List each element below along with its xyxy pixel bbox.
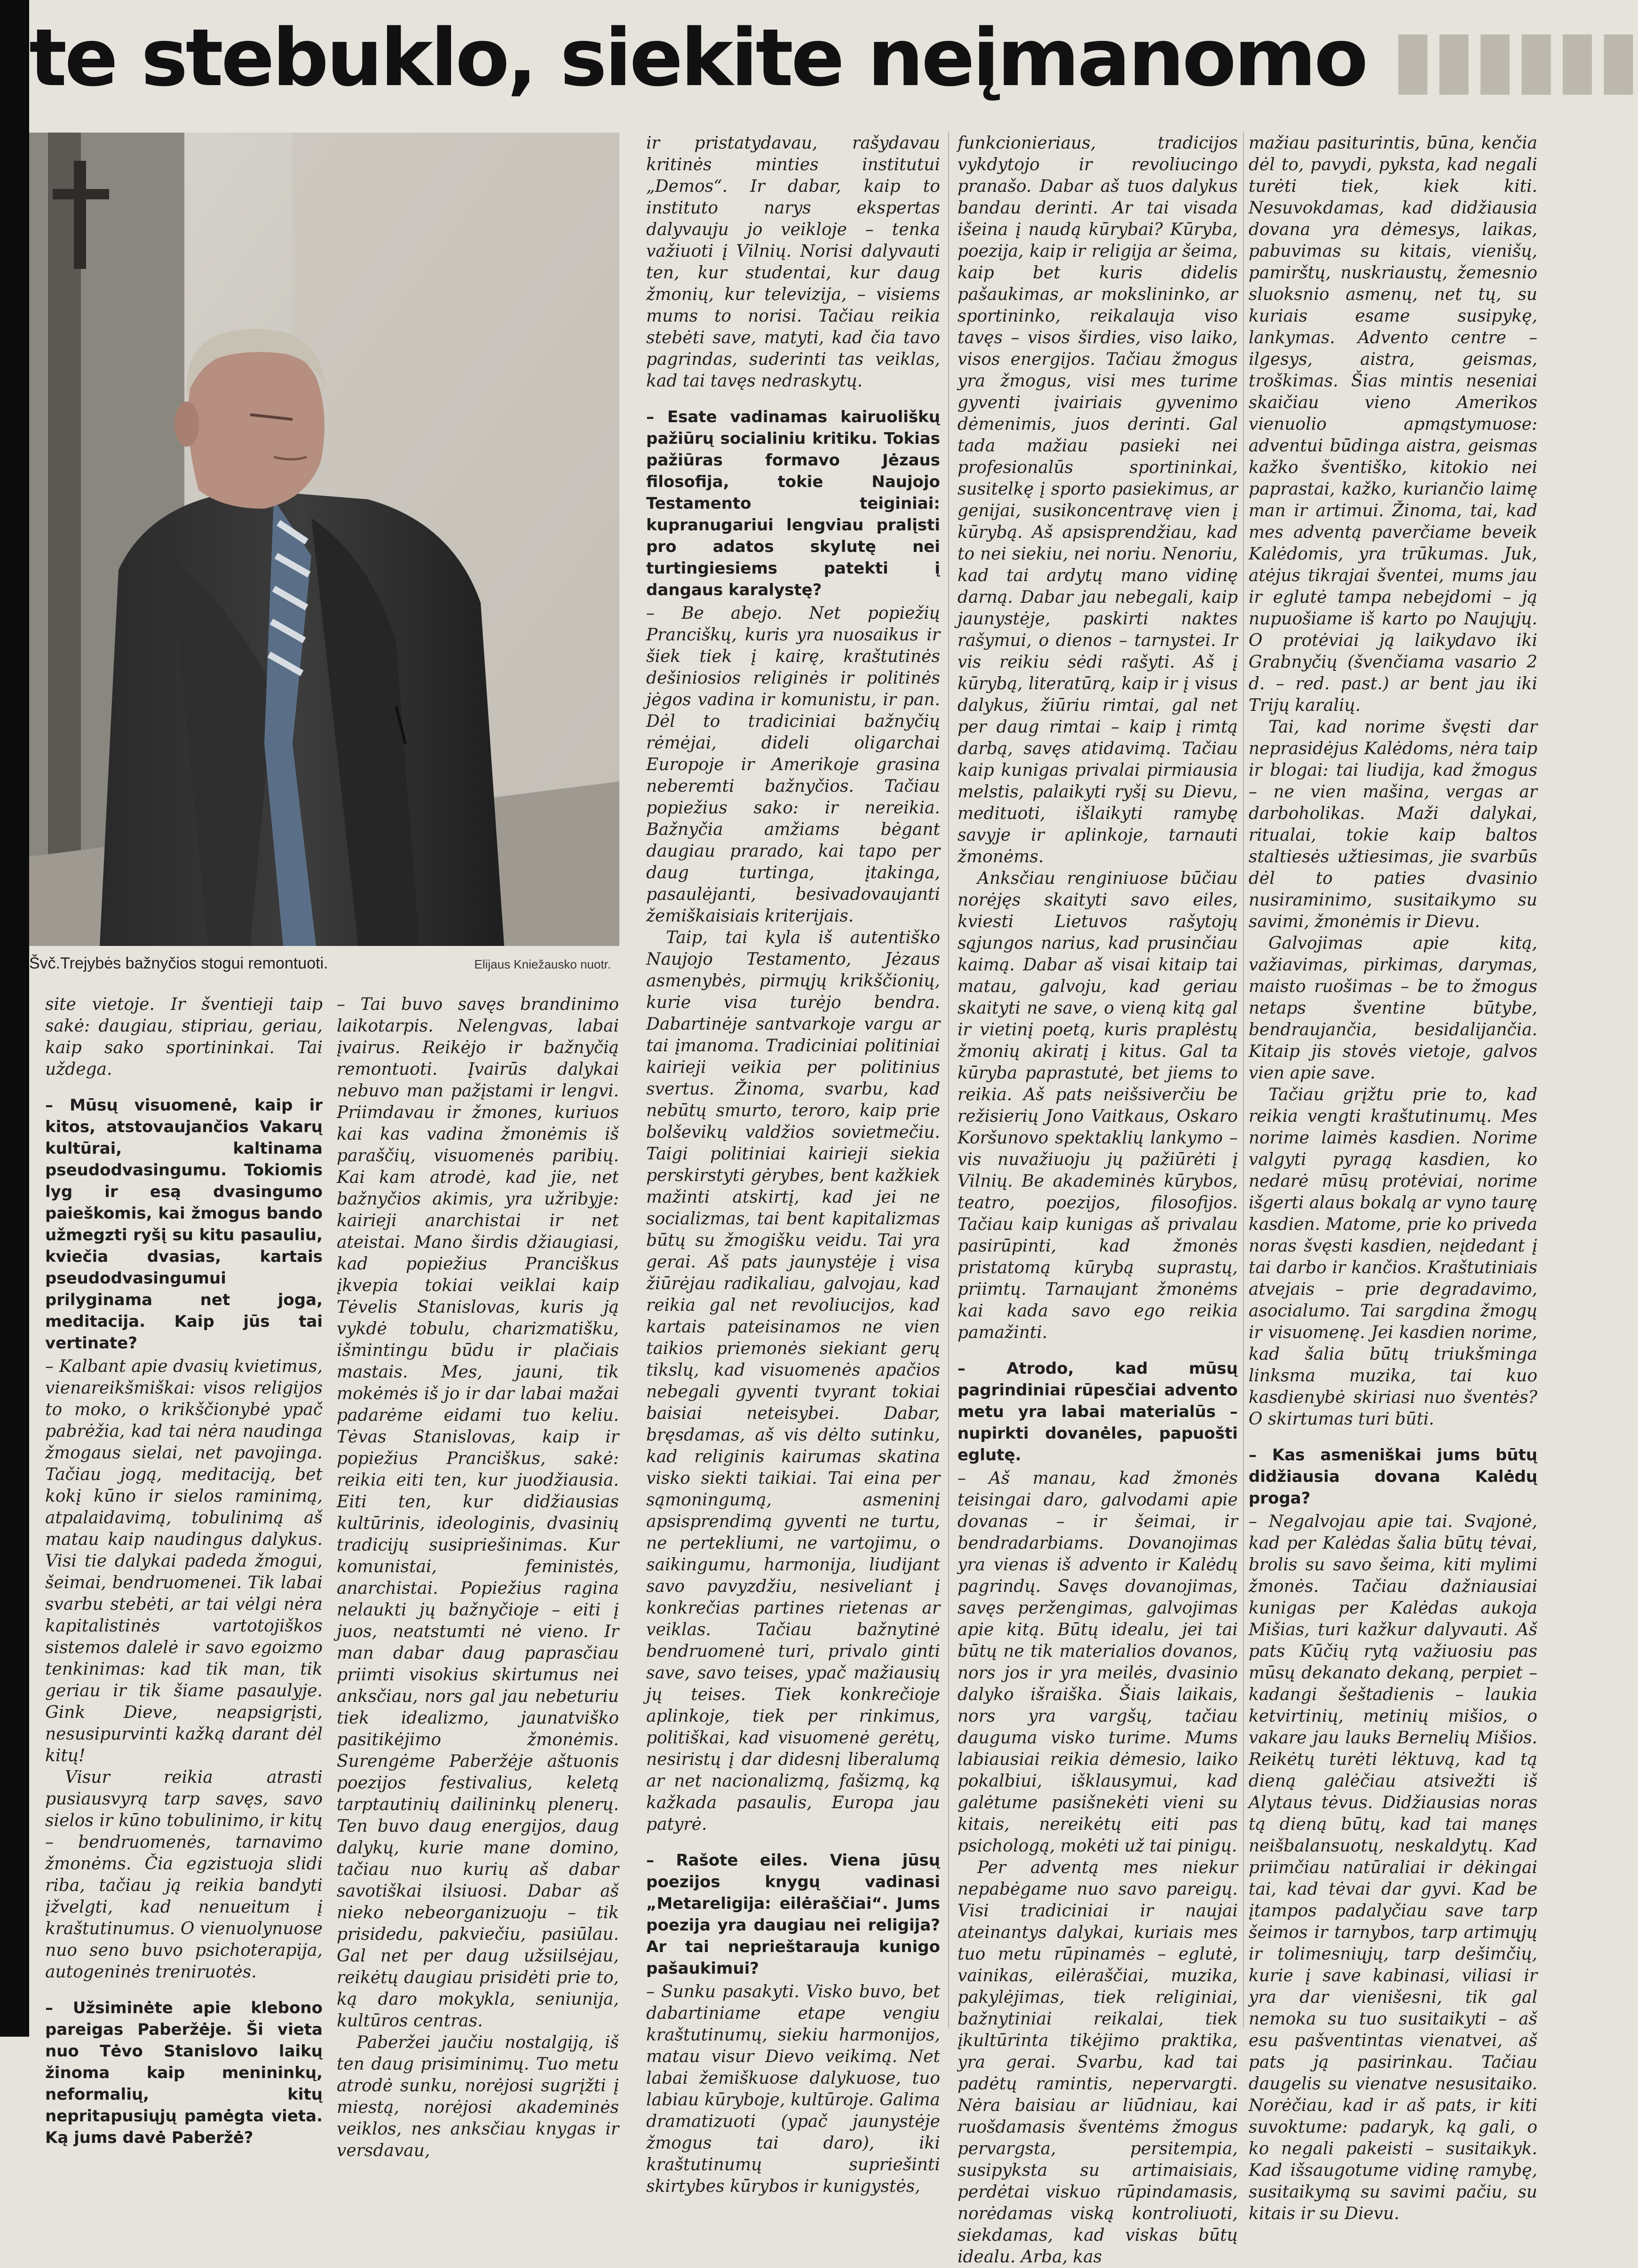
- paragraph: Paberžei jaučiu nostalgiją, iš ten daug prisiminimų. Tuo metu atrodė sunku, norėjosi sugrįžti į miestą, norėjosi akademinės veiklos, nes anksčiau knygas ir versdavau,: [337, 2033, 619, 2160]
- interview-question: – Kas asmeniškai jums būtų didžiausia dovana Kalėdų proga?: [1249, 1446, 1537, 1508]
- interview-question: – Esate vadinamas kairuoliškų pažiūrų socialiniu kritiku. Tokias pažiūras formavo Jėzaus filosofija, tokie Naujojo Testamento teiginiai: kupranugariui lengviau pralįsti pro adatos skylutę nei turtingiesiems patekti į dangaus karalystę?: [646, 408, 940, 599]
- headline: [29, 5, 1638, 118]
- paragraph: funkcionieriaus, tradicijos vykdytojo ir revoliucingo pranašo. Dabar aš tuos dalykus bandau derinti. Ar tai visada išeina į naudą kūrybai? Kūryba, poezija, kaip ir religija ar šeima, kaip bet kuris didelis pašaukimas, ar mokslininko, ar sportininko, reikalauja viso tavęs – visos širdies, viso laiko, visos energijos. Tačiau žmogus yra žmogus, visi mes turime gyventi įvairiais gyvenimo dėmenimis, juos derinti. Gal tada mažiau pasieki nei profesionalūs sportininkai, susitelkę į sporto pasiekimus, ar genijai, susikoncentravę vien į kūrybą. Aš apsisprendžiau, kad to nei siekiu, nei noriu. Nenoriu, kad tai ardytų mano vidinę darną. Dabar jau nebegali, kaip jaunystėje, paskirti naktes rašymui, o dienos – tarnystei. Ir vis reikiu sėdi rašyti. Aš į kūrybą, literatūrą, kaip ir į visus dalykus, žiūriu rimtai, gal net per daug rimtai – kaip į rimtą darbą, savęs atidavimą. Tačiau kaip kunigas privalai pirmiausia melstis, palaikyti ryšį su Dievu, medituoti, išlaikyti ramybę savyje ir aplinkoje, tarnauti žmonėms.: [957, 134, 1238, 866]
- paragraph: – Negalvojau apie tai. Svajonė, kad per Kalėdas šalia būtų tėvai, brolis su savo šeima, kiti mylimi žmonės. Tačiau dažniausiai kunigas per Kalėdas aukoja Mišias, turi kažkur dalyvauti. Aš pats Kūčių rytą važiuosiu pas mūsų dekanato dekaną, perpiet – kadangi šeštadienis – laukia ketvirtinių, metinių mišios, o vakare jau lauks Bernelių Mišios. Reikėtų turėti lėktuvą, kad tą dieną galėčiau atsivežti iš Alytaus tėvus. Didžiausias noras tą dieną būtų, kad tai manęs neišbalansuotų, neskaldytų. Kad priimčiau natūraliai ir dėkingai tai, kad tėvai dar gyvi. Kad be įtampos padalyčiau save tarp šeimos ir tarnybos, tarp artimųjų ir tolimesniųjų, tarp dešimčių, kurie į save kabinasi, viliasi ir yra dar vienišesni, tik gal nemoka su tuo susitaikyti – aš esu pašventintas vienatvei, aš pats ją pasirinkau. Tačiau daugelis su vienatve nesusitaiko. Norėčiau, kad ir aš pats, ir kiti suvoktume: padaryk, ką gali, o ko negali pakeisti – susitaikyk. Kad išsaugotume vidinę ramybę, susitaikymą su savimi pačiu, su kitais ir su Dievu.: [1249, 1512, 1537, 2223]
- paragraph: – Aš manau, kad žmonės teisingai daro, galvodami apie dovanas – ir šeimai, ir bendradarbiams. Dovanojimas yra vienas iš advento ir Kalėdų pagrindų. Savęs dovanojimas, savęs peržengimas, galvojimas apie kitą. Būtų idealu, jei tai būtų ne tik materialios dovanos, nors jos ir yra meilės, dvasinio dalyko išraiška. Šiais laikais, nors yra vargšų, tačiau dauguma visko turime. Mums labiausiai reikia dėmesio, laiko pokalbiui, išklausymui, kad galėtume pasišnekėti vieni su kitais, nereikėtų eiti pas psichologą, mokėti už tai pinigų.: [957, 1469, 1238, 1856]
- paragraph: Galvojimas apie kitą, važiavimas, pirkimas, darymas, maisto ruošimas – be to žmogus netaps šventine būtybe, bendraujančia, besidalijančia. Kitaip jis stovės vietoje, galvos vien apie save.: [1249, 934, 1537, 1083]
- interview-question: – Atrodo, kad mūsų pagrindiniai rūpesčiai advento metu yra labai materialūs – nupirkti dovanėles, papuošti eglutę.: [957, 1359, 1238, 1465]
- caption-text: Švč.Trejybės bažnyčios stogui remontuoti.: [29, 954, 328, 972]
- paragraph: – Sunku pasakyti. Visko buvo, bet dabartiniame etape vengiu kraštutinumų, siekiu harmonijos, matau visur Dievo veikimą. Net labai žemiškuose dalykuose, tuo labiau kūryboje, kultūroje. Galima dramatizuoti (ypač jaunystėje žmogus tai daro), iki kraštutinumų supriešinti skirtybes kūrybos ir kunigystės,: [646, 1982, 940, 2196]
- interview-question: – Mūsų visuomenė, kaip ir kitos, atstovaujančios Vakarų kultūrai, kaltinama pseudodvasingumu. Tokiomis lyg ir esą dvasingumo paieškomis, kai žmogus bando užmegzti ryšį su kitu pasauliu, kviečia dvasias, kartais pseudodvasingumui prilyginama net joga, meditacija. Kaip jūs tai vertinate?: [45, 1096, 323, 1353]
- photo-credit: Elijaus Kniežausko nuotr.: [474, 957, 611, 971]
- paragraph: – Kalbant apie dvasių kvietimus, vienareikšmiškai: visos religijos to moko, o krikščionybė ypač pabrėžia, kad tai nėra naudinga žmogaus sielai, net pavojinga. Tačiau jogą, meditaciją, bet kokį kūno ir sielos raminimą, atpalaidavimą, tobulinimą aš matau kaip naudingus dalykus. Visi tie dalykai padeda žmogui, šeimai, bendruomenei. Tik labai svarbu stebėti, ar tai vėlgi nėra kapitalistinės vartotojiškos sistemos dalelė ir savo egoizmo tenkinimas: kad tik man, tik geriau ir tik šiame pasaulyje. Gink Dieve, neapsigrįsti, nesusipurvinti kažką darant dėl kitų!: [45, 1357, 323, 1765]
- column-4: [957, 133, 1238, 2267]
- column-3: [646, 133, 940, 2196]
- column-1: [45, 994, 323, 2147]
- paragraph: site vietoje. Ir šventieji taip sakė: daugiau, stipriau, geriau, kaip sako sportininkai. Tai uždega.: [45, 995, 323, 1079]
- paragraph: Visur reikia atrasti pusiausvyrą tarp savęs, savo sielos ir kūno tobulinimo, ir kitų – bendruomenės, tarnavimo žmonėms. Čia egzistuoja slidi riba, tačiau ją reikia bandyti įžvelgti, kad nenueitum į kraštutinumus. O vienuolynuose nuo seno buvo psichoterapija, autogeninės treniruotės.: [45, 1768, 323, 1982]
- headline-text: te stebuklo, siekite neįmanomo: [29, 12, 1366, 104]
- column-2: [337, 994, 619, 2160]
- paragraph: mažiau pasiturintis, būna, kenčia dėl to, pavydi, pyksta, kad negali turėti tiek, kiek kiti. Nesuvokdamas, kad didžiausia dovana yra dėmesys, laikas, pabuvimas su kitais, vienišų, pamirštų, nuskriaustų, žemesnio sluoksnio asmenų, net tų, su kuriais esame susipykę, lankymas. Advento centre – ilgesys, aistra, geismas, troškimas. Šias mintis neseniai skaičiau vieno Amerikos vienuolio apmąstymuose: adventui būdinga aistra, geismas kažko šventiško, kitokio nei paprastai, kažko, kuriančio laimę man ir artimui. Žinoma, tai, kad mes adventą paverčiame beveik Kalėdomis, yra trūkumas. Juk, atėjus tikrajai šventei, mums jau ir eglutė tampa nebejdomi – ją nupuošiame iš karto po Naujųjų. O protėviai ją laikydavo iki Grabnyčių (švenčiama vasario 2 d. – red. past.) ar bent jau iki Trijų karalių.: [1249, 134, 1537, 715]
- paragraph: – Tai buvo savęs brandinimo laikotarpis. Nelengvas, labai įvairus. Reikėjo ir bažnyčią remontuoti. Įvairūs dalykai nebuvo man pažįstami ir lengvi. Priimdavau ir žmones, kuriuos kai kas vadina žmonėmis iš paraščių, visuomenės paribių. Kai kam atrodė, kad jie, net bažnyčios akimis, yra užribyje: kairieji anarchistai ir net ateistai. Mano širdis džiaugiasi, kad popiežius Pranciškus įkvepia tokiai veiklai kaip Tėvelis Stanislovas, kuris ją vykdė tobulu, charizmatišku, išmintingu būdu ir plačiais mastais. Mes, jauni, tik mokėmės iš jo ir dar labai mažai padarėme eidami tuo keliu. Tėvas Stanislovas, kaip ir popiežius Pranciškus, sakė: reikia eiti ten, kur juodžiausia. Eiti ten, kur didžiausias kultūrinis, ideologinis, dvasinių tradicijų susipriešinimas. Kur komunistai, feministės, anarchistai. Popiežius ragina nelaukti jų bažnyčioje – eiti į juos, neatstumti nė vieno. Ir man dabar daug paprasčiau priimti visokius skirtumus nei anksčiau, nors gal jau nebeturiu tiek idealizmo, jaunatviško pasitikėjimo žmonėmis. Surengėme Paberžėje aštuonis poezijos festivalius, keletą tarptautinių dailininkų plenerų. Ten buvo daug energijos, daug dalykų, kurie mane domino, tačiau nuo kurių aš dabar savotiškai ilsiuosi. Dabar aš niekо nebeorganizuoju – tik prisidedu, pakviečiu, pasiūlau. Gal net per daug užsiilsėjau, reikėtų daugiau prisidėti prie to, ką daro mokykla, seniunija, kultūros centras.: [337, 995, 619, 2031]
- paragraph: Per adventą mes niekur nepabėgame nuo savo pareigų. Visi tradiciniai ir naujai ateinantys dalykai, kuriais mes tuo metu rūpinamės – eglutė, vainikas, eilėraščiai, muzika, pakylėjimas, tiek religiniai, bažnytiniai reikalai, tiek įkultūrinta tikėjimo praktika, yra gerai. Svarbu, kad tai padėtų ramintis, nepervargti. Nėra baisiau ar liūdniau, kai ruošdamasis šventėms žmogus pervargsta, persitempia, susipyksta su artimaisiais, perdėtai viskuo rūpindamasis, norėdamas viską kontroliuoti, siekdamas, kad viskas būtų idealu. Arba, kas: [957, 1858, 1238, 2267]
- column-rule: [1243, 133, 1244, 2027]
- paragraph: Tai, kad norime švęsti dar neprasidėjus Kalėdoms, nėra taip ir blogai: tai liudija, kad žmogus – ne vien mašina, vergas ar darboholikas. Maži dalykai, ritualai, tokie kaip baltos staltiesės užtiesimas, jie svarbūs dėl to paties dvasinio nusiraminimo, susitaikymo su savimi, žmonėmis ir Dievu.: [1249, 717, 1537, 931]
- interview-question: – Užsiminėte apie klebono pareigas Paberžėje. Ši vieta nuo Tėvo Stanislovo laikų žinoma kaip menininkų, neformalių, kitų nepritapusiųjų pamėgta vieta. Ką jums davė Paberžė?: [45, 1999, 323, 2147]
- paragraph: Tačiau grįžtu prie to, kad reikia vengti kraštutinumų. Mes norime laimės kasdien. Norime valgyti pyragą kasdien, ko nedarė mūsų protėviai, norime išgerti alaus bokalą ar vyno taurę kasdien. Matome, prie ko priveda noras švęsti kasdien, neįdedant į tai darbo ir kančios. Kraštutiniais atvejais – prie degradavimo, asocialumo. Tai sargdina žmogų ir visuomenę. Jei kasdien norime, kad šalia būtų triukšminga linksma muzika, tai kuo kasdienybė skiriasi nuo šventės? O skirtumas turi būti.: [1249, 1085, 1537, 1429]
- column-5: [1249, 133, 1537, 2223]
- paragraph: ir pristatydavau, rašydavau kritinės minties institutui „Demos“. Ir dabar, kaip to instituto narys ekspertas dalyvauju jo veikloje – tenka važiuoti į Vilnių. Norisi dalyvauti ten, kur studentai, kur daug žmonių, kur televizija, – visiems mums to norisi. Tačiau reikia stebėti save, matyti, kad čia tavo pagrindas, suderinti tas veiklas, kad tai tavęs nedraskytų.: [646, 134, 940, 391]
- paragraph: Taip, tai kyla iš autentiško Naujojo Testamento, Jėzaus asmenybės, pirmųjų krikščionių, kurie visa turėjo bendra. Dabartinėje santvarkoje vargu ar tai įmanoma. Tradiciniai politiniai kairieji veikia per politinius svertus. Žinoma, svarbu, kad nebūtų smurto, teroro, kaip prie bolševikų valdžios sovietmečiu. Taigi politiniai kairieji siekia perskirstyti gėrybes, bent kažkiek mažinti atskirtį, kad jei ne socializmas, tai bent kapitalizmas būtų su žmogišku veidu. Tai yra gerai. Aš pats jaunystėje į visa žiūrėjau radikaliau, galvojau, kad reikia gal net revoliucijos, kad kartais pateisinamos ne vien taikios priemonės siekiant gerų tikslų, kad visuomenės apačios nebegali gyventi tvyrant tokiai baisiai neteisybei. Dabar, bręsdamas, aš vis dėlto sutinku, kad religinis kairumas skatina visko siekti taikiai. Tai eina per sąmoningumą, asmeninį apsisprendimą gyventi ne turtu, ne pertekliumi, ne vartojimu, o saikingumu, harmonija, liudijant savo pavyzdžiu, nesiveliant į konkrečias partines rietenas ar veiklas. Tačiau bažnytinė bendruomenė turi, privalo ginti save, savo teises, ypač mažiausių jų teises. Tiek konkrečioje aplinkoje, tiek per rinkimus, politiškai, kad visuomenė gerėtų, nesiristų į dar didesnį liberalumą ar net nacionalizmą, fašizmą, ką kažkada pasaulis, Europa jau patyrė.: [646, 928, 940, 1834]
- column-rule: [948, 133, 949, 2027]
- paragraph: – Be abejo. Net popiežių Pranciškų, kuris yra nuosaikus ir šiek tiek į kairę, kraštutinės dešiniosios religinės ir politinės jėgos vadina ir komunistu, ir pan. Dėl to tradiciniai bažnyčių rėmėjai, dideli oligarchai Europoje ir Amerikoje grasina neberemti bažnyčios. Tačiau popiežius sako: ir nereikia. Bažnyčia amžiams bėgant daugiau prarado, kai tapo per daug turtinga, įtakinga, pasaulėjanti, besivadovaujanti žemiškaisiais kriterijais.: [646, 604, 940, 926]
- scan-edge: [0, 0, 29, 2037]
- photo-caption: [29, 952, 619, 975]
- interview-question: – Rašote eiles. Viena jūsų poezijos knygų vadinasi „Metareligija: eilėraščiai“. Jums poezija yra daugiau nei religija? Ar tai neprieštarauja kunigo pašaukimui?: [646, 1851, 940, 1978]
- paragraph: Anksčiau renginiuose būčiau norėjęs skaityti savo eiles, kviesti Lietuvos rašytojų sąjungos narius, kad prusinčiau kaimą. Dabar aš visai kitaip tai matau, galvoju, kad geriau skaityti ne save, o vieną kitą gal ir vietinį poetą, kuris praplėstų žmonių akiratį į kitus. Gal ta kūryba paprastutė, bet jiems to reikia. Aš pats neišsiverčiu be režisierių Jono Vaitkaus, Oskaro Koršunovo spektaklių lankymo – vis nuvažiuoju jų pažiūrėti į Vilnių. Be akademinės kūrybos, teatro, poezijos, filosofijos. Tačiau kaip kunigas aš privalau pasirūpinti, kad žmonės pristatomą kūrybą suprastų, priimtų. Tarnaujant žmonėms kai kada savo ego reikia pamažinti.: [957, 869, 1238, 1342]
- article-photo: [29, 133, 619, 946]
- priest-photo-illustration: [29, 133, 619, 946]
- headline-bleed: ▮▮▮▮▮▮: [1366, 12, 1638, 104]
